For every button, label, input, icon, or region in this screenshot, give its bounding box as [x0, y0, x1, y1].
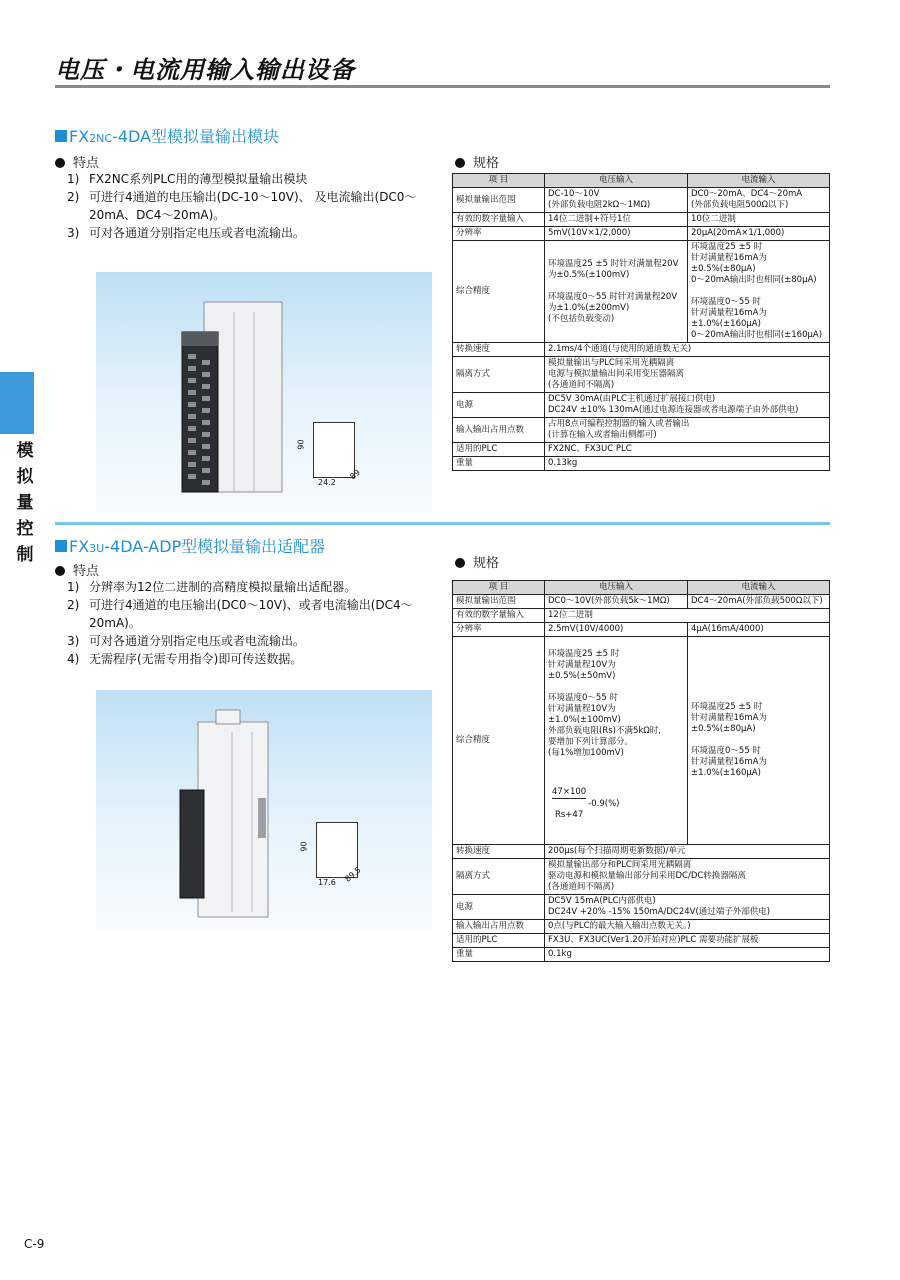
- feature-item: 3) 可对各通道分别指定电压或者电流输出。: [67, 226, 306, 240]
- table-row: 转换速度 2.1ms/4个通道(与使用的通道数无关): [453, 343, 830, 357]
- table-row: 隔离方式 模拟量输出部分和PLC间采用光耦隔离 驱动电源和模拟量输出部分间采用DC/DC转换器隔离 (各通道间不隔离): [453, 859, 830, 895]
- table-row: 电源 DC5V 15mA(PLC内部供电) DC24V +20% -15% 150mA/DC24V(通过端子外部供电): [453, 895, 830, 920]
- dim-depth: 89: [348, 467, 362, 482]
- header-cell: 项 目: [453, 581, 545, 595]
- side-label-char: 拟: [16, 467, 34, 487]
- heading-square-icon: [55, 130, 67, 142]
- side-tab: [0, 372, 34, 434]
- feature-item: 1) 分辨率为12位二进制的高精度模拟量输出适配器。: [67, 580, 357, 594]
- table-row: 综合精度 环境温度25 ±5 时 针对满量程10V为 ±0.5%(±50mV) 环境温度0～55 时 针对满量程10V为 ±1.0%(±100mV) 外部负载电阻(Rs)不满5kΩ时, 要增加下列计算部分。 (每1%增加100mV) 47×100 Rs+47 -0.9(%) 环境温度25 ±5 时 针对满量程16mA为 ±0.5%(±80μA) 环境温度0～55 时 针对满量程16mA为 ±1.0%(±160μA): [453, 637, 830, 845]
- section2-specs-title: 规格: [455, 552, 499, 571]
- feature-item: 1) FX2NC系列PLC用的薄型模拟量输出模块: [67, 172, 308, 186]
- table-row: 重量 0.13kg: [453, 457, 830, 471]
- table-row: 综合精度 环境温度25 ±5 时针对满量程20V为±0.5%(±100mV) 环境温度0～55 时针对满量程20V为±1.0%(±200mV) (不包括负载变动) 环境温度25 ±5 时 针对满量程16mA为 ±0.5%(±80μA) 0～20mA输出时也相同(±80μA) 环境温度0～55 时 针对满量程16mA为 ±1.0%(±160μA) 0～20mA输出时也相同(±160μA): [453, 241, 830, 343]
- module-drawing-icon: [174, 292, 294, 502]
- dim-depth: 89.5: [343, 865, 363, 884]
- page-title: 电压・电流用输入输出设备: [55, 56, 355, 84]
- table-row: 有效的数字量输入 14位二进制+符号1位 10位二进制: [453, 213, 830, 227]
- section1-features-title: 特点: [55, 152, 99, 171]
- bullet-dot-icon: [55, 158, 65, 168]
- table-row: 重量 0.1kg: [453, 948, 830, 962]
- table-row: 模拟量输出范围 DC0～10V(外部负载5k～1MΩ) DC4～20mA(外部负载500Ω以下): [453, 595, 830, 609]
- feature-item: 3) 可对各通道分别指定电压或者电流输出。: [67, 634, 306, 648]
- table-row: 分辨率 2.5mV(10V/4000) 4μA(16mA/4000): [453, 623, 830, 637]
- product-photo-fx2nc-4da: [96, 272, 432, 512]
- side-label-char: 量: [16, 493, 34, 513]
- bullet-dot-icon: [55, 566, 65, 576]
- table-row: 模拟量输出范围 DC-10～10V (外部负载电阻2kΩ～1MΩ) DC0～20mA、DC4～20mA (外部负载电阻500Ω以下): [453, 188, 830, 213]
- dim-width: 17.6: [318, 878, 336, 887]
- feature-item: 2) 可进行4通道的电压输出(DC-10～10V)、 及电流输出(DC0～20mA、DC4～20mA)。: [67, 190, 417, 222]
- table-header-row: [453, 581, 830, 595]
- section1-spec-table: [452, 173, 830, 471]
- table-row: 分辨率 5mV(10V×1/2,000) 20μA(20mA×1/1,000): [453, 227, 830, 241]
- table-header-row: [453, 174, 830, 188]
- section1-feature-list: [67, 170, 437, 242]
- table-row: 适用的PLC FX3U、FX3UC(Ver1.20开始对应)PLC 需要功能扩展板: [453, 934, 830, 948]
- dim-width: 24.2: [318, 478, 336, 487]
- header-cell: 电压输入: [545, 581, 688, 595]
- side-label-char: 模: [16, 441, 34, 461]
- accuracy-voltage-cell: 环境温度25 ±5 时 针对满量程10V为 ±0.5%(±50mV) 环境温度0～55 时 针对满量程10V为 ±1.0%(±100mV) 外部负载电阻(Rs)不满5kΩ时, 要增加下列计算部分。 (每1%增加100mV) 47×100 Rs+47 -0.9(%): [545, 637, 688, 845]
- side-label: [12, 438, 38, 568]
- section2-feature-list: [67, 578, 437, 668]
- header-cell: 电压输入: [545, 174, 688, 188]
- section1-heading: FX2NC-4DA型模拟量输出模块: [55, 124, 279, 147]
- table-row: 隔离方式 模拟量输出与PLC间采用光耦隔离 电源与模拟量输出间采用变压器隔离 (各通道间不隔离): [453, 357, 830, 393]
- feature-item: 2) 可进行4通道的电压输出(DC0～10V)、或者电流输出(DC4～20mA)。: [67, 598, 413, 630]
- accuracy-formula: 47×100 Rs+47 -0.9(%): [552, 787, 620, 820]
- table-row: 适用的PLC FX2NC、FX3UC PLC: [453, 443, 830, 457]
- section2-features-title: 特点: [55, 560, 99, 579]
- product-photo-fx3u-4da-adp: [96, 690, 432, 930]
- side-label-char: 控: [16, 519, 34, 539]
- section2-spec-table: [452, 580, 830, 962]
- table-row: 输入输出占用点数 占用8点可编程控制器的输入或者输出 (计算在输入或者输出侧都可): [453, 418, 830, 443]
- page-number: C-9: [24, 1237, 45, 1251]
- side-label-char: 制: [16, 545, 34, 565]
- table-row: 有效的数字量输入 12位二进制: [453, 609, 830, 623]
- dim-height: 90: [299, 841, 309, 852]
- bullet-dot-icon: [455, 558, 465, 568]
- section2-heading: FX3U-4DA-ADP型模拟量输出适配器: [55, 534, 325, 557]
- section1-specs-title: 规格: [455, 152, 499, 171]
- header-cell: 电流输入: [688, 581, 830, 595]
- bullet-dot-icon: [455, 158, 465, 168]
- table-row: 转换速度 200μs(每个扫描周期更新数据)/单元: [453, 845, 830, 859]
- header-cell: 项 目: [453, 174, 545, 188]
- heading-square-icon: [55, 540, 67, 552]
- table-row: 电源 DC5V 30mA(由PLC主机通过扩展接口供电) DC24V ±10% 130mA(通过电源连接器或者电源端子由外部供电): [453, 393, 830, 418]
- section-divider: [55, 522, 830, 525]
- feature-item: 4) 无需程序(无需专用指令)即可传送数据。: [67, 652, 303, 666]
- table-row: 输入输出占用点数 0点(与PLC的最大输入输出点数无关。): [453, 920, 830, 934]
- module-drawing-icon: [168, 702, 298, 922]
- header-cell: 电流输入: [688, 174, 830, 188]
- title-rule: [55, 85, 830, 88]
- dimension-box-icon: [313, 422, 355, 478]
- dim-height: 90: [296, 439, 306, 450]
